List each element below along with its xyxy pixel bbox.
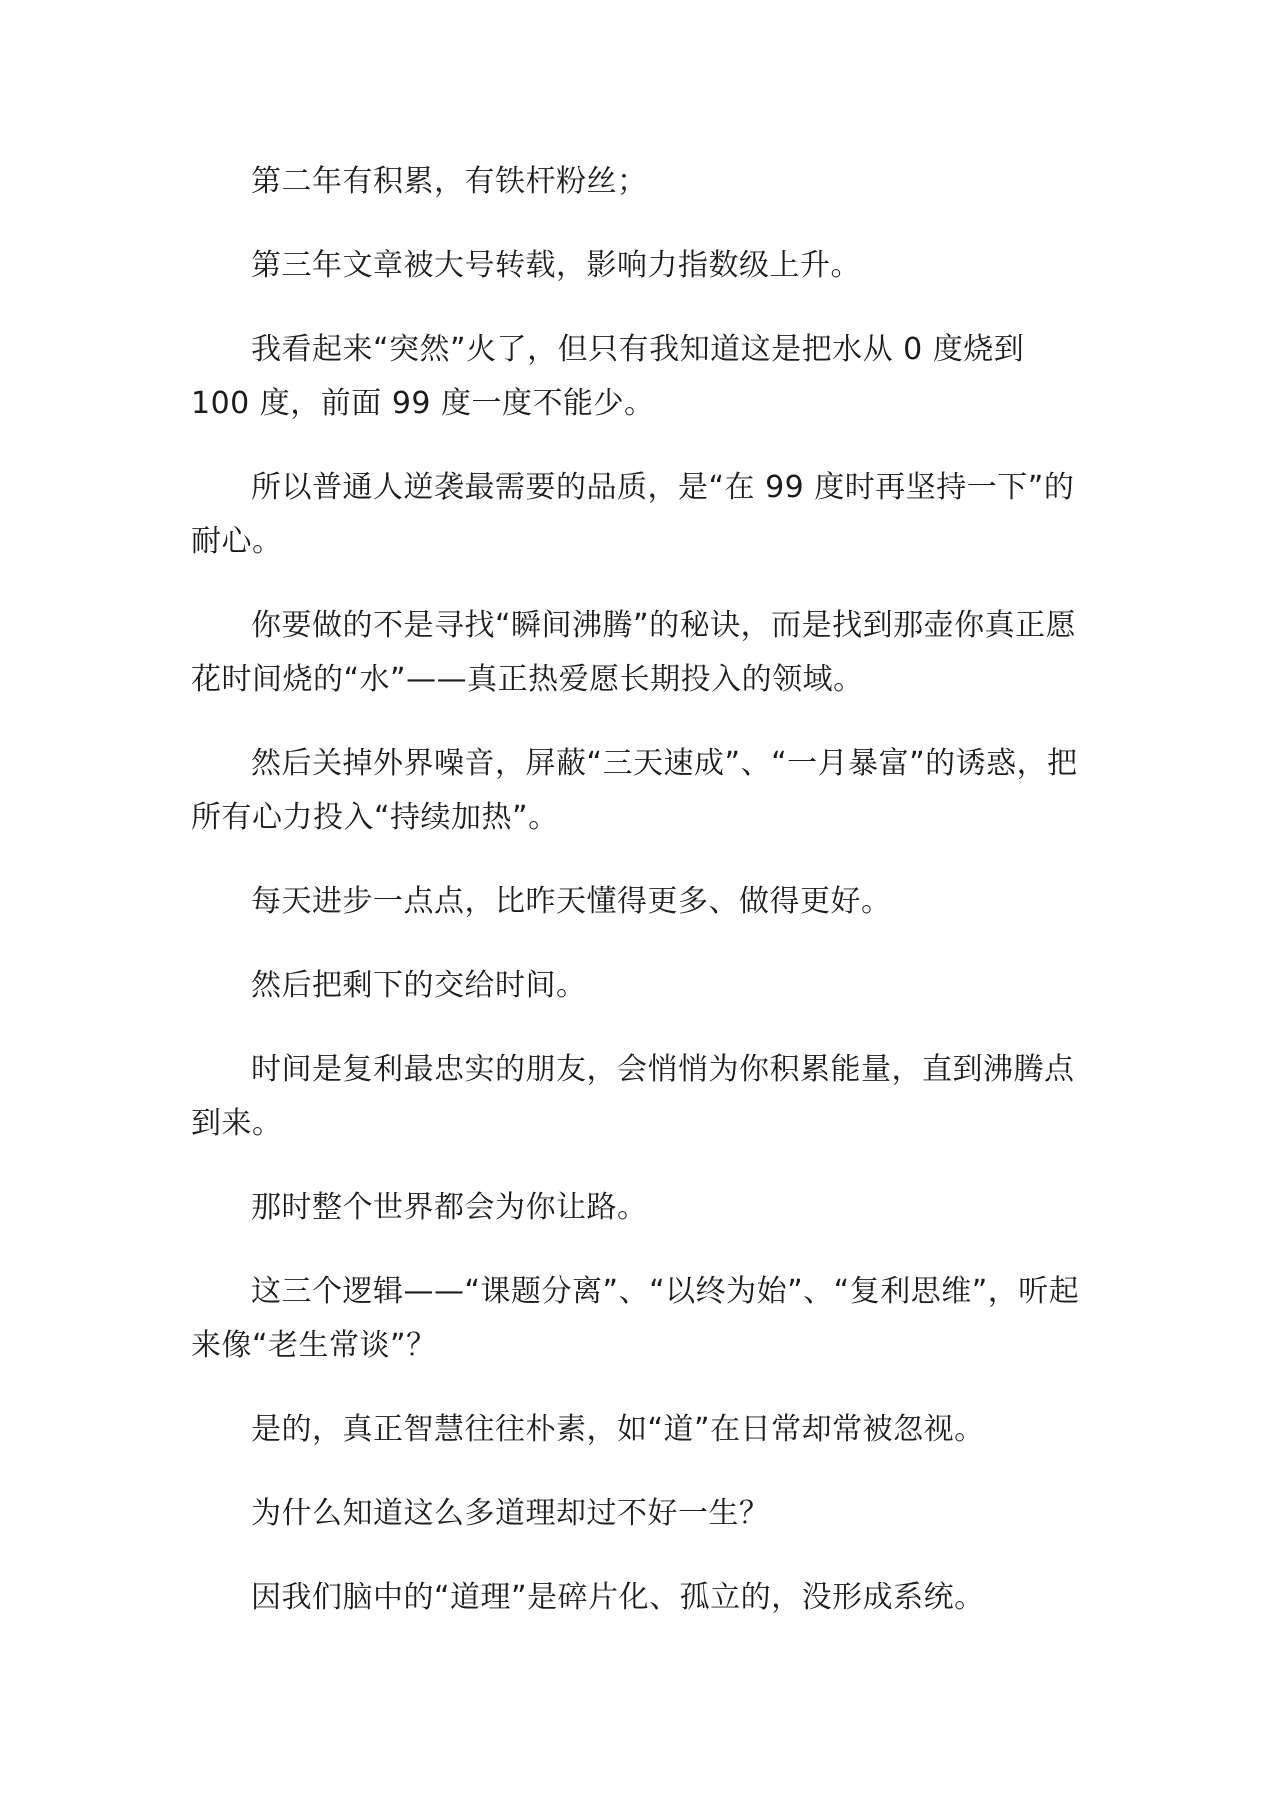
paragraph: 那时整个世界都会为你让路。 [251, 1190, 648, 1225]
paragraph: 你要做的不是寻找“瞬间沸腾”的秘诀，而是找到那壶你真正愿花时间烧的“水”——真正热爱愿长期投入的领域。 [191, 608, 1077, 697]
paragraph: 每天进步一点点，比昨天懂得更多、做得更好。 [251, 884, 892, 919]
paragraph: 第三年文章被大号转载，影响力指数级上升。 [251, 248, 861, 283]
paragraph: 然后把剩下的交给时间。 [251, 968, 587, 1003]
paragraph: 因我们脑中的“道理”是碎片化、孤立的，没形成系统。 [251, 1580, 985, 1615]
paragraph: 第二年有积累，有铁杆粉丝； [251, 164, 648, 199]
paragraph: 为什么知道这么多道理却过不好一生？ [251, 1496, 770, 1531]
paragraph: 然后关掉外界噪音，屏蔽“三天速成”、“一月暴富”的诱惑，把所有心力投入“持续加热”。 [191, 746, 1078, 835]
paragraph: 这三个逻辑——“课题分离”、“以终为始”、“复利思维”，听起来像“老生常谈”？ [191, 1274, 1080, 1363]
paragraph: 是的，真正智慧往往朴素，如“道”在日常却常被忽视。 [251, 1412, 985, 1447]
article-body [191, 155, 1081, 1655]
paragraph: 我看起来“突然”火了，但只有我知道这是把水从 0 度烧到 100 度，前面 99 度一度不能少。 [191, 332, 1025, 421]
paragraph: 时间是复利最忠实的朋友，会悄悄为你积累能量，直到沸腾点到来。 [191, 1052, 1075, 1141]
paragraph: 所以普通人逆袭最需要的品质，是“在 99 度时再坚持一下”的耐心。 [191, 470, 1075, 559]
